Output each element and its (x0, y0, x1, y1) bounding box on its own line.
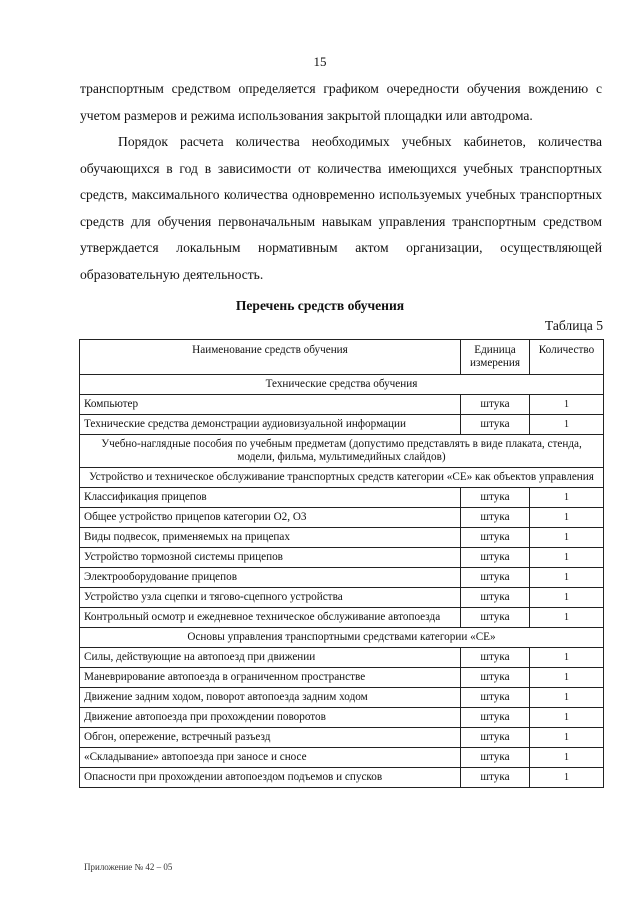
table-row (80, 668, 604, 688)
item-name: Обгон, опережение, встречный разъезд (80, 728, 461, 748)
item-unit: штука (461, 608, 530, 628)
item-name: Устройство узла сцепки и тягово-сцепного устройства (80, 588, 461, 608)
item-qty: 1 (530, 508, 604, 528)
item-name: Виды подвесок, применяемых на прицепах (80, 528, 461, 548)
table-row (80, 488, 604, 508)
table-section-row (80, 375, 604, 395)
item-unit: штука (461, 508, 530, 528)
item-unit: штука (461, 748, 530, 768)
item-qty: 1 (530, 568, 604, 588)
table-row (80, 568, 604, 588)
header-qty: Количество (530, 340, 604, 375)
item-unit: штука (461, 648, 530, 668)
item-unit: штука (461, 395, 530, 415)
page-number: 15 (313, 54, 327, 69)
item-unit: штука (461, 568, 530, 588)
body-text (80, 76, 602, 288)
item-qty: 1 (530, 728, 604, 748)
item-unit: штука (461, 728, 530, 748)
item-qty: 1 (530, 588, 604, 608)
table-row (80, 395, 604, 415)
item-name: Движение задним ходом, поворот автопоезда задним ходом (80, 688, 461, 708)
item-qty: 1 (530, 688, 604, 708)
item-unit: штука (461, 548, 530, 568)
item-unit: штука (461, 688, 530, 708)
table-section-row (80, 468, 604, 488)
item-name: Контрольный осмотр и ежедневное техническое обслуживание автопоезда (80, 608, 461, 628)
item-unit: штука (461, 488, 530, 508)
footer-note: Приложение № 42 – 05 (84, 862, 173, 872)
table-label: Таблица 5 (544, 318, 603, 333)
training-means-table (79, 339, 604, 788)
table-row (80, 508, 604, 528)
paragraph-continuation: транспортным средством определяется графиком очередности обучения вождению с учетом размеров и режима использования закрытой площадки или автодрома. (80, 81, 602, 123)
item-unit: штука (461, 415, 530, 435)
table-header-row (80, 340, 604, 375)
table-row (80, 608, 604, 628)
item-name: Электрооборудование прицепов (80, 568, 461, 588)
table-row (80, 548, 604, 568)
item-qty: 1 (530, 488, 604, 508)
item-qty: 1 (530, 608, 604, 628)
header-unit: Единица измерения (461, 340, 530, 375)
section-title: Основы управления транспортными средствами категории «CE» (80, 628, 604, 648)
item-unit: штука (461, 528, 530, 548)
item-name: Компьютер (80, 395, 461, 415)
item-name: Технические средства демонстрации аудиовизуальной информации (80, 415, 461, 435)
item-name: Устройство тормозной системы прицепов (80, 548, 461, 568)
item-qty: 1 (530, 708, 604, 728)
table-row (80, 415, 604, 435)
section-title: Учебно-наглядные пособия по учебным предметам (допустимо представлять в виде плаката, стенда, модели, фильма, мультимедийных слайдов) (80, 435, 604, 468)
item-name: Опасности при прохождении автопоездом подъемов и спусков (80, 768, 461, 788)
section-title: Технические средства обучения (80, 375, 604, 395)
item-qty: 1 (530, 648, 604, 668)
item-qty: 1 (530, 748, 604, 768)
table-row (80, 708, 604, 728)
section-title: Устройство и техническое обслуживание транспортных средств категории «CE» как объектов управления (80, 468, 604, 488)
item-qty: 1 (530, 528, 604, 548)
table-row (80, 588, 604, 608)
item-name: Общее устройство прицепов категории O2, O3 (80, 508, 461, 528)
item-qty: 1 (530, 668, 604, 688)
paragraph-classroom-calculation: Порядок расчета количества необходимых учебных кабинетов, количества обучающихся в год в зависимости от количества имеющихся учебных транспортных средств, максимального количества одновременно используемых учебных транспортных средств для обучения первоначальным навыкам управления транспортным средством утверждается локальным нормативным актом организации, осуществляющей образовательную деятельность. (80, 134, 602, 282)
table-row (80, 748, 604, 768)
item-unit: штука (461, 668, 530, 688)
item-unit: штука (461, 768, 530, 788)
item-unit: штука (461, 708, 530, 728)
table-row (80, 648, 604, 668)
item-qty: 1 (530, 768, 604, 788)
table-section-row (80, 435, 604, 468)
list-title: Перечень средств обучения (235, 298, 405, 313)
item-name: «Складывание» автопоезда при заносе и сносе (80, 748, 461, 768)
table-section-row (80, 628, 604, 648)
item-name: Классификация прицепов (80, 488, 461, 508)
table-row (80, 768, 604, 788)
table-row (80, 528, 604, 548)
item-qty: 1 (530, 548, 604, 568)
item-qty: 1 (530, 395, 604, 415)
item-qty: 1 (530, 415, 604, 435)
item-name: Движение автопоезда при прохождении поворотов (80, 708, 461, 728)
table-row (80, 728, 604, 748)
item-unit: штука (461, 588, 530, 608)
header-name: Наименование средств обучения (80, 340, 461, 375)
item-name: Силы, действующие на автопоезд при движении (80, 648, 461, 668)
table-row (80, 688, 604, 708)
item-name: Маневрирование автопоезда в ограниченном пространстве (80, 668, 461, 688)
